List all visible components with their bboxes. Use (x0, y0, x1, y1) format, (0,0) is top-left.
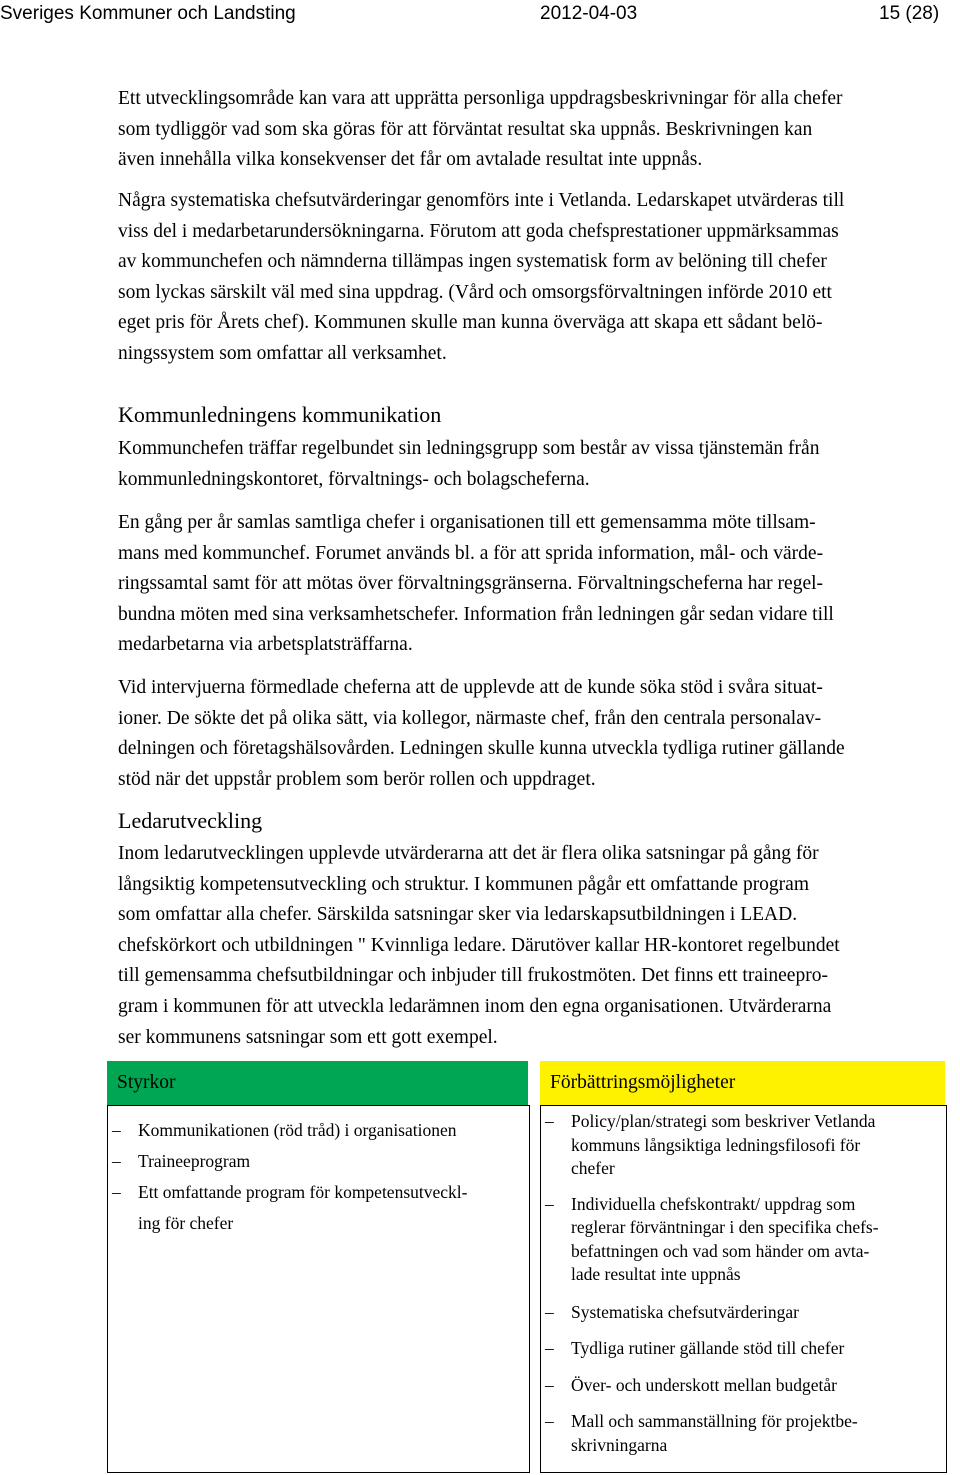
dash-bullet-icon: – (545, 1374, 554, 1395)
improvement-line: befattningen och vad som händer om avta- (571, 1240, 870, 1261)
paragraph-5 (118, 673, 960, 795)
paragraph-line: mans med kommunchef. Forumet används bl. a för att sprida information, mål- och värde- (118, 542, 824, 564)
paragraph-line: som tydliggör vad som ska göras för att förväntat resultat ska uppnås. Beskrivningen kan (118, 118, 813, 140)
improvement-line: skrivningarna (571, 1434, 668, 1455)
dash-bullet-icon: – (112, 1182, 121, 1202)
paragraph-line: till gemensamma chefsutbildningar och inbjuder till frukostmöten. Det finns ett traineepro- (118, 965, 828, 987)
paragraph-3 (118, 434, 960, 495)
improvement-line: Policy/plan/strategi som beskriver Vetlanda (571, 1111, 876, 1131)
strength-item (112, 1146, 517, 1177)
improvement-item (545, 1410, 940, 1457)
improvement-line: Individuella chefskontrakt/ uppdrag som (571, 1193, 856, 1214)
paragraph-line: ioner. De sökte det på olika sätt, via kollegor, närmaste chef, från den centrala personalav- (118, 707, 822, 729)
header-page-number: 15 (28) (879, 3, 940, 24)
dash-bullet-icon: – (112, 1151, 121, 1171)
improvement-line: Systematiska chefsutvärderingar (571, 1301, 799, 1322)
paragraph-line: viss del i medarbetarundersökningarna. Förutom att goda chefsprestationer uppmärksammas (118, 220, 839, 242)
paragraph-line: kommunledningskontoret, förvaltnings- och bolagscheferna. (118, 468, 590, 490)
paragraph-line: En gång per år samlas samtliga chefer i organisationen till ett gemensamma möte tillsam- (118, 512, 816, 533)
improvement-line: reglerar förväntningar i den specifika chefs- (571, 1217, 879, 1237)
strength-item (112, 1115, 517, 1146)
paragraph-line: ringssamtal samt för att mötas över förvaltningsgränserna. Förvaltningscheferna har regel- (118, 573, 824, 595)
paragraph-line: långsiktig kompetensutveckling och struktur. I kommunen pågår ett omfattande program (118, 873, 810, 895)
improvement-line: chefer (571, 1158, 615, 1178)
paragraph-line: som omfattar alla chefer. Särskilda satsningar sker via ledarskapsutbildningen i LEAD. (118, 904, 798, 926)
strength-line: Ett omfattande program för kompetensutveckl- (138, 1182, 468, 1202)
table-header-strengths: Styrkor (107, 1061, 528, 1105)
paragraph-line: även innehålla vilka konsekvenser det får om avtalade resultat inte uppnås. (118, 149, 703, 171)
header-date: 2012-04-03 (540, 3, 638, 24)
paragraph-line: Inom ledarutvecklingen upplevde utvärderarna att det är flera olika satsningar på gång för (118, 843, 819, 864)
strength-line: Kommunikationen (röd tråd) i organisationen (138, 1120, 457, 1140)
improvement-item (545, 1374, 940, 1398)
dash-bullet-icon: – (545, 1338, 554, 1358)
paragraph-line: Kommunchefen träffar regelbundet sin ledningsgrupp som består av vissa tjänstemän från (118, 438, 820, 459)
dash-bullet-icon: – (112, 1120, 121, 1140)
strengths-list (112, 1115, 517, 1239)
paragraph-line: ser kommunens satsningar som ett gott exempel. (118, 1026, 498, 1048)
improvement-line: kommuns långsiktiga ledningsfilosofi för (571, 1134, 861, 1155)
paragraph-line: chefskörkort och utbildningen " Kvinnliga ledare. Därutöver kallar HR-kontoret regelbundet (118, 934, 840, 956)
strength-line: ing för chefer (138, 1213, 234, 1233)
improvements-list (545, 1110, 940, 1457)
paragraph-2 (118, 186, 960, 370)
paragraph-line: bundna möten med sina verksamhetschefer. Information från ledningen går sedan vidare till (118, 603, 834, 625)
page-header (0, 0, 960, 30)
improvement-line: Mall och sammanställning för projektbe- (571, 1411, 858, 1431)
improvement-item (545, 1110, 940, 1181)
paragraph-line: delningen och företagshälsovården. Ledningen skulle kunna utveckla tydliga rutiner gällande (118, 738, 845, 760)
improvement-line: Tydliga rutiner gällande stöd till chefer (571, 1338, 845, 1358)
paragraph-line: medarbetarna via arbetsplatsträffarna. (118, 634, 413, 656)
paragraph-line: eget pris för Årets chef). Kommunen skulle man kunna överväga att skapa ett sådant belö- (118, 312, 823, 334)
paragraph-line: Några systematiska chefsutvärderingar genomförs inte i Vetlanda. Ledarskapet utvärderas till (118, 190, 845, 211)
paragraph-line: gram i kommunen för att utveckla ledarämnen inom den egna organisationen. Utvärderarna (118, 995, 832, 1017)
paragraph-line: av kommunchefen och nämnderna tillämpas ingen systematisk form av belöning till chefer (118, 251, 827, 273)
paragraph-1 (118, 84, 960, 176)
paragraph-line: som lyckas särskilt väl med sina uppdrag. (Vård och omsorgsförvaltningen införde 2010 ett (118, 281, 832, 303)
paragraph-4 (118, 508, 960, 661)
improvement-line: lade resultat inte uppnås (571, 1264, 741, 1284)
paragraph-line: Vid intervjuerna förmedlade cheferna att de upplevde att de kunde söka stöd i svåra situat- (118, 677, 823, 698)
strength-item (112, 1177, 517, 1239)
improvement-item (545, 1301, 940, 1325)
paragraph-line: ningssystem som omfattar all verksamhet. (118, 342, 447, 364)
strength-line: Traineeprogram (138, 1151, 251, 1171)
paragraph-6 (118, 839, 960, 1053)
dash-bullet-icon: – (545, 1411, 554, 1431)
dash-bullet-icon: – (545, 1111, 554, 1131)
improvement-line: Över- och underskott mellan budgetår (571, 1374, 837, 1395)
paragraph-line: Ett utvecklingsområde kan vara att upprätta personliga uppdragsbeskrivningar för alla chefer (118, 88, 843, 109)
dash-bullet-icon: – (545, 1193, 554, 1214)
header-organization: Sveriges Kommuner och Landsting (0, 3, 296, 24)
section-heading-communication: Kommunledningens kommunikation (118, 402, 442, 427)
section-heading-leadership-development: Ledarutveckling (118, 808, 263, 833)
dash-bullet-icon: – (545, 1301, 554, 1322)
table-header-improvements: Förbättringsmöjligheter (540, 1061, 945, 1105)
paragraph-line: stöd när det uppstår problem som berör rollen och uppdraget. (118, 768, 596, 790)
improvement-item (545, 1337, 940, 1361)
improvement-item (545, 1193, 940, 1287)
